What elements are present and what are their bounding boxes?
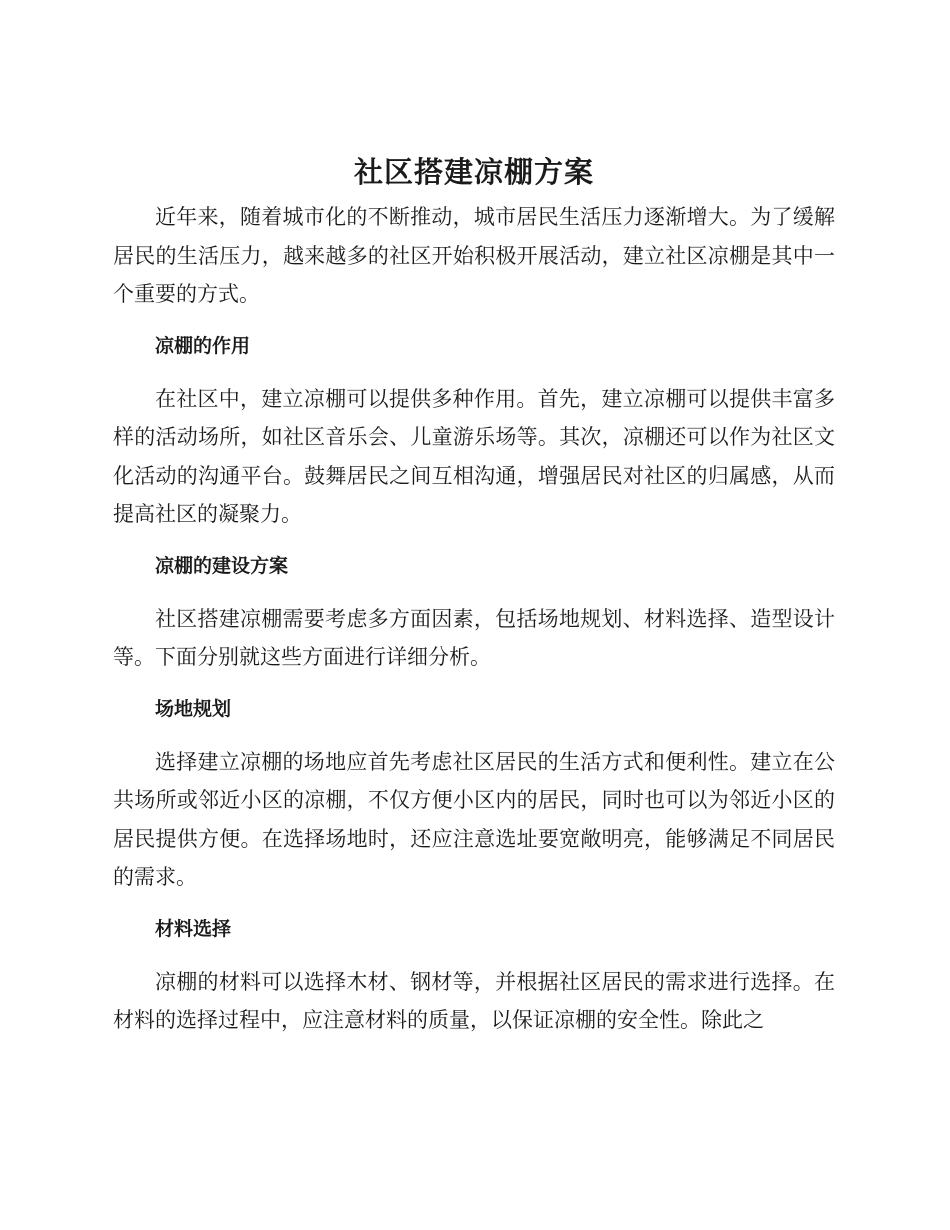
section-body-site-planning: 选择建立凉棚的场地应首先考虑社区居民的生活方式和便利性。建立在公共场所或邻近小区的凉棚，不仅方便小区内的居民，同时也可以为邻近小区的居民提供方便。在选择场地时，还应注意选址要宽敞明亮，能够满足不同居民的需求。 [113, 749, 835, 889]
section-heading-site-planning: 场地规划 [155, 697, 232, 720]
section-heading-material-selection: 材料选择 [155, 917, 232, 940]
section-body-purpose: 在社区中，建立凉棚可以提供多种作用。首先，建立凉棚可以提供丰富多样的活动场所，如社区音乐会、儿童游乐场等。其次，凉棚还可以作为社区文化活动的沟通平台。鼓舞居民之间互相沟通，增强居民对社区的归属感，从而提高社区的凝聚力。 [113, 386, 835, 526]
section-body-construction-plan: 社区搭建凉棚需要考虑多方面因素，包括场地规划、材料选择、造型设计等。下面分别就这些方面进行详细分析。 [113, 606, 835, 669]
section-body-material-selection: 凉棚的材料可以选择木材、钢材等，并根据社区居民的需求进行选择。在材料的选择过程中，应注意材料的质量，以保证凉棚的安全性。除此之 [113, 969, 835, 1032]
section-heading-construction-plan: 凉棚的建设方案 [155, 554, 289, 577]
document-page [113, 150, 835, 1040]
intro-paragraph: 近年来，随着城市化的不断推动，城市居民生活压力逐渐增大。为了缓解居民的生活压力，越来越多的社区开始积极开展活动，建立社区凉棚是其中一个重要的方式。 [113, 205, 835, 306]
section-heading-purpose: 凉棚的作用 [155, 334, 251, 357]
document-title: 社区搭建凉棚方案 [353, 155, 594, 189]
